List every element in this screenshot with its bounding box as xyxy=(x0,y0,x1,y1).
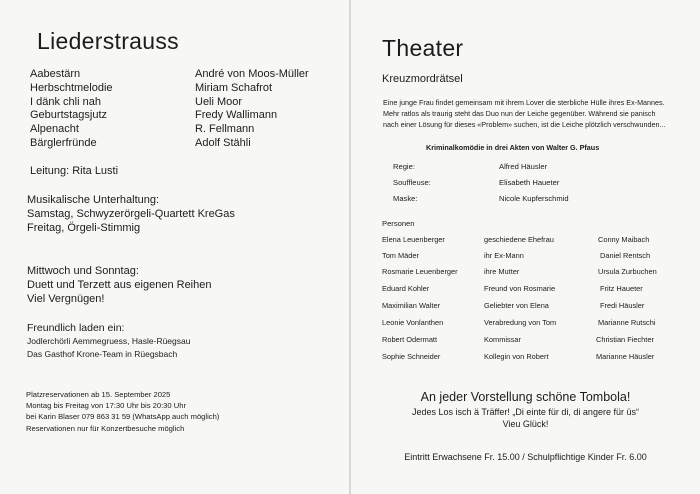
composer-list xyxy=(195,68,309,151)
cast-role: Geliebter von Elena xyxy=(484,301,549,310)
cast-character: Rosmarie Leuenberger xyxy=(382,267,458,276)
play-genre: Kriminalkomödie in drei Akten von Walter G. Pfaus xyxy=(426,143,600,152)
midweek-heading: Mittwoch und Sonntag: xyxy=(27,265,139,277)
cast-role: Kommissar xyxy=(484,335,521,344)
crew-roles xyxy=(393,159,431,207)
right-page-theater xyxy=(351,0,700,494)
crew-names xyxy=(499,159,569,207)
theater-title: Theater xyxy=(382,35,464,61)
crew-role: Maske: xyxy=(393,194,418,203)
reservation-section xyxy=(26,389,219,434)
tombola-heading: An jeder Vorstellung schöne Tombola! xyxy=(420,390,631,404)
tombola-wish: Vieu Glück! xyxy=(502,419,549,429)
reservation-note: Reservationen nur für Konzertbesuche möglich xyxy=(26,423,185,433)
midweek-section xyxy=(27,264,211,306)
cast-character: Robert Odermatt xyxy=(382,335,438,344)
cast-character: Elena Leuenberger xyxy=(382,235,445,244)
cast-actor: Daniel Rentsch xyxy=(600,251,651,260)
cast-character: Tom Mäder xyxy=(382,251,419,260)
midweek-greeting: Viel Vergnügen! xyxy=(27,293,105,305)
composer-item: Fredy Wallimann xyxy=(195,109,278,122)
song-item: Bärglerfründe xyxy=(30,136,97,149)
cast-actor: Fritz Haueter xyxy=(600,284,643,293)
song-item: I dänk chli nah xyxy=(30,95,101,108)
cast-heading: Personen xyxy=(382,219,415,228)
cast-role: ihr Ex-Mann xyxy=(484,251,524,260)
cast-character: Sophie Schneider xyxy=(382,352,441,361)
tombola-section xyxy=(351,389,700,430)
cast-role: Kollegin von Robert xyxy=(484,352,549,361)
music-heading: Musikalische Unterhaltung: xyxy=(27,194,160,206)
composer-item: Adolf Stähli xyxy=(195,136,251,149)
cast-actor: Christian Fiechter xyxy=(596,335,654,344)
play-title: Kreuzmordrätsel xyxy=(382,73,463,85)
invite-section xyxy=(27,321,190,360)
cast-actor: Marianne Häusler xyxy=(596,352,655,361)
description-line: nach einer Lösung für dieses «Problem» suchen, ist die Leiche plötzlich verschwunden... xyxy=(383,120,666,129)
crew-name: Alfred Häusler xyxy=(499,162,548,171)
music-section xyxy=(27,193,235,235)
left-page-liederstrauss xyxy=(0,0,349,494)
crew-name: Elisabeth Haueter xyxy=(499,178,560,187)
cast-actor: Fredi Häusler xyxy=(600,301,645,310)
invite-host-2: Das Gasthof Krone-Team in Rüegsbach xyxy=(27,348,178,359)
leitung-text: Leitung: Rita Lusti xyxy=(30,165,119,177)
cast-character: Maximilian Walter xyxy=(382,301,441,310)
tombola-slogan: Jedes Los isch ä Träffer! „Di einte für di, di angere für üs“ xyxy=(412,407,639,417)
cast-role: Verabredung von Tom xyxy=(484,318,557,327)
composer-item: André von Moos-Müller xyxy=(195,68,309,80)
reservation-contact: bei Karin Blaser 079 863 31 59 (WhatsApp auch möglich) xyxy=(26,412,220,422)
cast-character: Leonie Vonlanthen xyxy=(382,318,444,327)
song-item: Aabestärn xyxy=(30,68,81,80)
reservation-start: Platzreservationen ab 15. September 2025 xyxy=(26,390,171,399)
invite-host-1: Jodlerchörli Aemmegruess, Hasle-Rüegsau xyxy=(27,336,191,346)
cast-role: ihre Mutter xyxy=(484,267,520,276)
cast-character: Eduard Kohler xyxy=(382,284,430,293)
composer-item: Ueli Moor xyxy=(195,95,243,108)
music-saturday: Samstag, Schwyzerörgeli-Quartett KreGas xyxy=(27,208,235,220)
reservation-hours: Montag bis Freitag von 17:30 Uhr bis 20:30 Uhr xyxy=(26,401,186,411)
cast-actor: Marianne Rutschi xyxy=(598,318,656,327)
song-list xyxy=(30,68,113,151)
description-line: Mehr ratlos als traurig steht das Duo nun der Leiche gegenüber. Während sie panisch xyxy=(383,109,656,118)
cast-actor: Ursula Zurbuchen xyxy=(598,267,657,276)
music-friday: Freitag, Örgeli-Stimmig xyxy=(27,222,141,234)
song-item: Geburtstagsjutz xyxy=(30,109,108,122)
play-description xyxy=(383,97,665,130)
crew-role: Regie: xyxy=(393,162,415,171)
invite-heading: Freundlich laden ein: xyxy=(27,322,125,334)
cast-role: geschiedene Ehefrau xyxy=(484,235,554,244)
crew-role: Souffleuse: xyxy=(393,178,431,187)
concert-title: Liederstrauss xyxy=(37,28,179,54)
crew-name: Nicole Kupferschmid xyxy=(499,194,569,203)
midweek-detail: Duett und Terzett aus eigenen Reihen xyxy=(27,279,212,291)
composer-item: R. Fellmann xyxy=(195,123,255,136)
song-item: Alpenacht xyxy=(30,123,79,136)
description-line: Eine junge Frau findet gemeinsam mit ihrem Lover die sterbliche Hülle ihres Ex-Mannes. xyxy=(383,98,665,107)
cast-actor: Conny Maibach xyxy=(598,235,650,244)
composer-item: Miriam Schafrot xyxy=(195,81,273,94)
song-item: Herbschtmelodie xyxy=(30,81,113,94)
entry-prices: Eintritt Erwachsene Fr. 15.00 / Schulpflichtige Kinder Fr. 6.00 xyxy=(404,452,647,462)
cast-role: Freund von Rosmarie xyxy=(484,284,556,293)
